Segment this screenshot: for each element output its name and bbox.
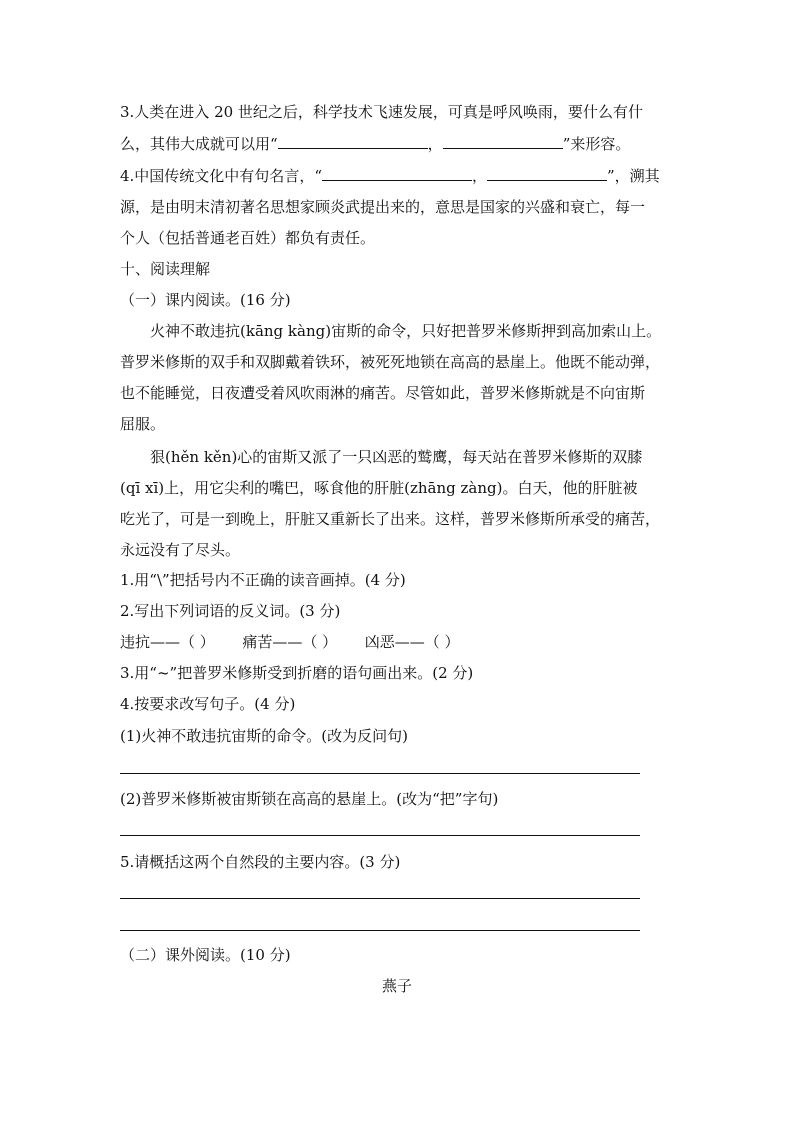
antonym-item[interactable]: 凶恶——（ ） [364, 633, 460, 651]
passage-p1-line4: 屈服。 [120, 415, 166, 433]
q4-line2: 源，是由明末清初著名思想家顾炎武提出来的，意思是国家的兴盛和衰亡，每一 [120, 198, 646, 216]
inclass-reading-heading: （一）课内阅读。(16 分) [120, 291, 291, 309]
inclass-question-4-2: (2)普罗米修斯被宙斯锁在高高的悬崖上。(改为“把”字句) [120, 790, 499, 808]
q4-line1-text-b: ， [471, 167, 487, 185]
inclass-question-4: 4.按要求改写句子。(4 分) [120, 695, 296, 713]
extracurricular-heading: （二）课外阅读。(10 分) [120, 946, 291, 964]
passage-p1-line1: 火神不敢违抗(kāng kàng)宙斯的命令，只好把普罗米修斯押到高加索山上。 [150, 322, 662, 340]
section-10-heading: 十、阅读理解 [120, 260, 211, 278]
q3-line2-text-a: 么，其伟大成就可以用“ [120, 135, 278, 153]
q3-line2-text-b: ， [427, 135, 443, 153]
answer-line[interactable] [120, 773, 640, 774]
antonym-item[interactable]: 痛苦——（ ） [242, 633, 338, 651]
passage-p1-line2: 普罗米修斯的双手和双脚戴着铁环，被死死地锁在高高的悬崖上。他既不能动弹， [120, 353, 661, 371]
q3-blank-1[interactable] [278, 133, 428, 149]
passage-p2-line2: (qī xī)上，用它尖利的嘴巴，啄食他的肝脏(zhāng zàng)。白天，他的肝脏被 [120, 479, 638, 497]
antonym-row [120, 631, 459, 653]
q4-blank-1[interactable] [322, 165, 472, 181]
passage-p2-line4: 永远没有了尽头。 [120, 541, 241, 559]
q3-line2-text-c: ”来形容。 [562, 135, 631, 153]
q4-line1 [120, 165, 660, 187]
inclass-question-5: 5.请概括这两个自然段的主要内容。(3 分) [120, 853, 401, 871]
inclass-question-2: 2.写出下列词语的反义词。(3 分) [120, 602, 341, 620]
inclass-question-1: 1.用“\”把括号内不正确的读音画掉。(4 分) [120, 571, 406, 589]
answer-line[interactable] [120, 835, 640, 836]
passage-title: 燕子 [381, 977, 412, 995]
q4-line1-text-c: ”，溯其 [607, 167, 660, 185]
passage-p2-line3: 吃光了，可是一到晚上，肝脏又重新长了出来。这样，普罗米修斯所承受的痛苦， [120, 510, 661, 528]
inclass-question-4-1: (1)火神不敢违抗宙斯的命令。(改为反问句) [120, 727, 408, 745]
q3-blank-2[interactable] [443, 133, 563, 149]
q3-line2 [120, 133, 630, 155]
q3-line1: 3.人类在进入 20 世纪之后，科学技术飞速发展，可真是呼风唤雨，要什么有什 [120, 103, 643, 121]
antonym-item[interactable]: 违抗——（ ） [120, 633, 215, 651]
q4-line1-text-a: 4.中国传统文化中有句名言，“ [120, 167, 322, 185]
inclass-question-3: 3.用“~”把普罗米修斯受到折磨的语句画出来。(2 分) [120, 664, 474, 682]
answer-line[interactable] [120, 898, 640, 899]
passage-p2-line1: 狠(hěn kěn)心的宙斯又派了一只凶恶的鹫鹰，每天站在普罗米修斯的双膝 [150, 448, 643, 466]
passage-p1-line3: 也不能睡觉，日夜遭受着风吹雨淋的痛苦。尽管如此，普罗米修斯就是不向宙斯 [120, 384, 646, 402]
q4-line3: 个人（包括普通老百姓）都负有责任。 [120, 229, 376, 247]
answer-line[interactable] [120, 930, 640, 931]
q4-blank-2[interactable] [487, 165, 607, 181]
